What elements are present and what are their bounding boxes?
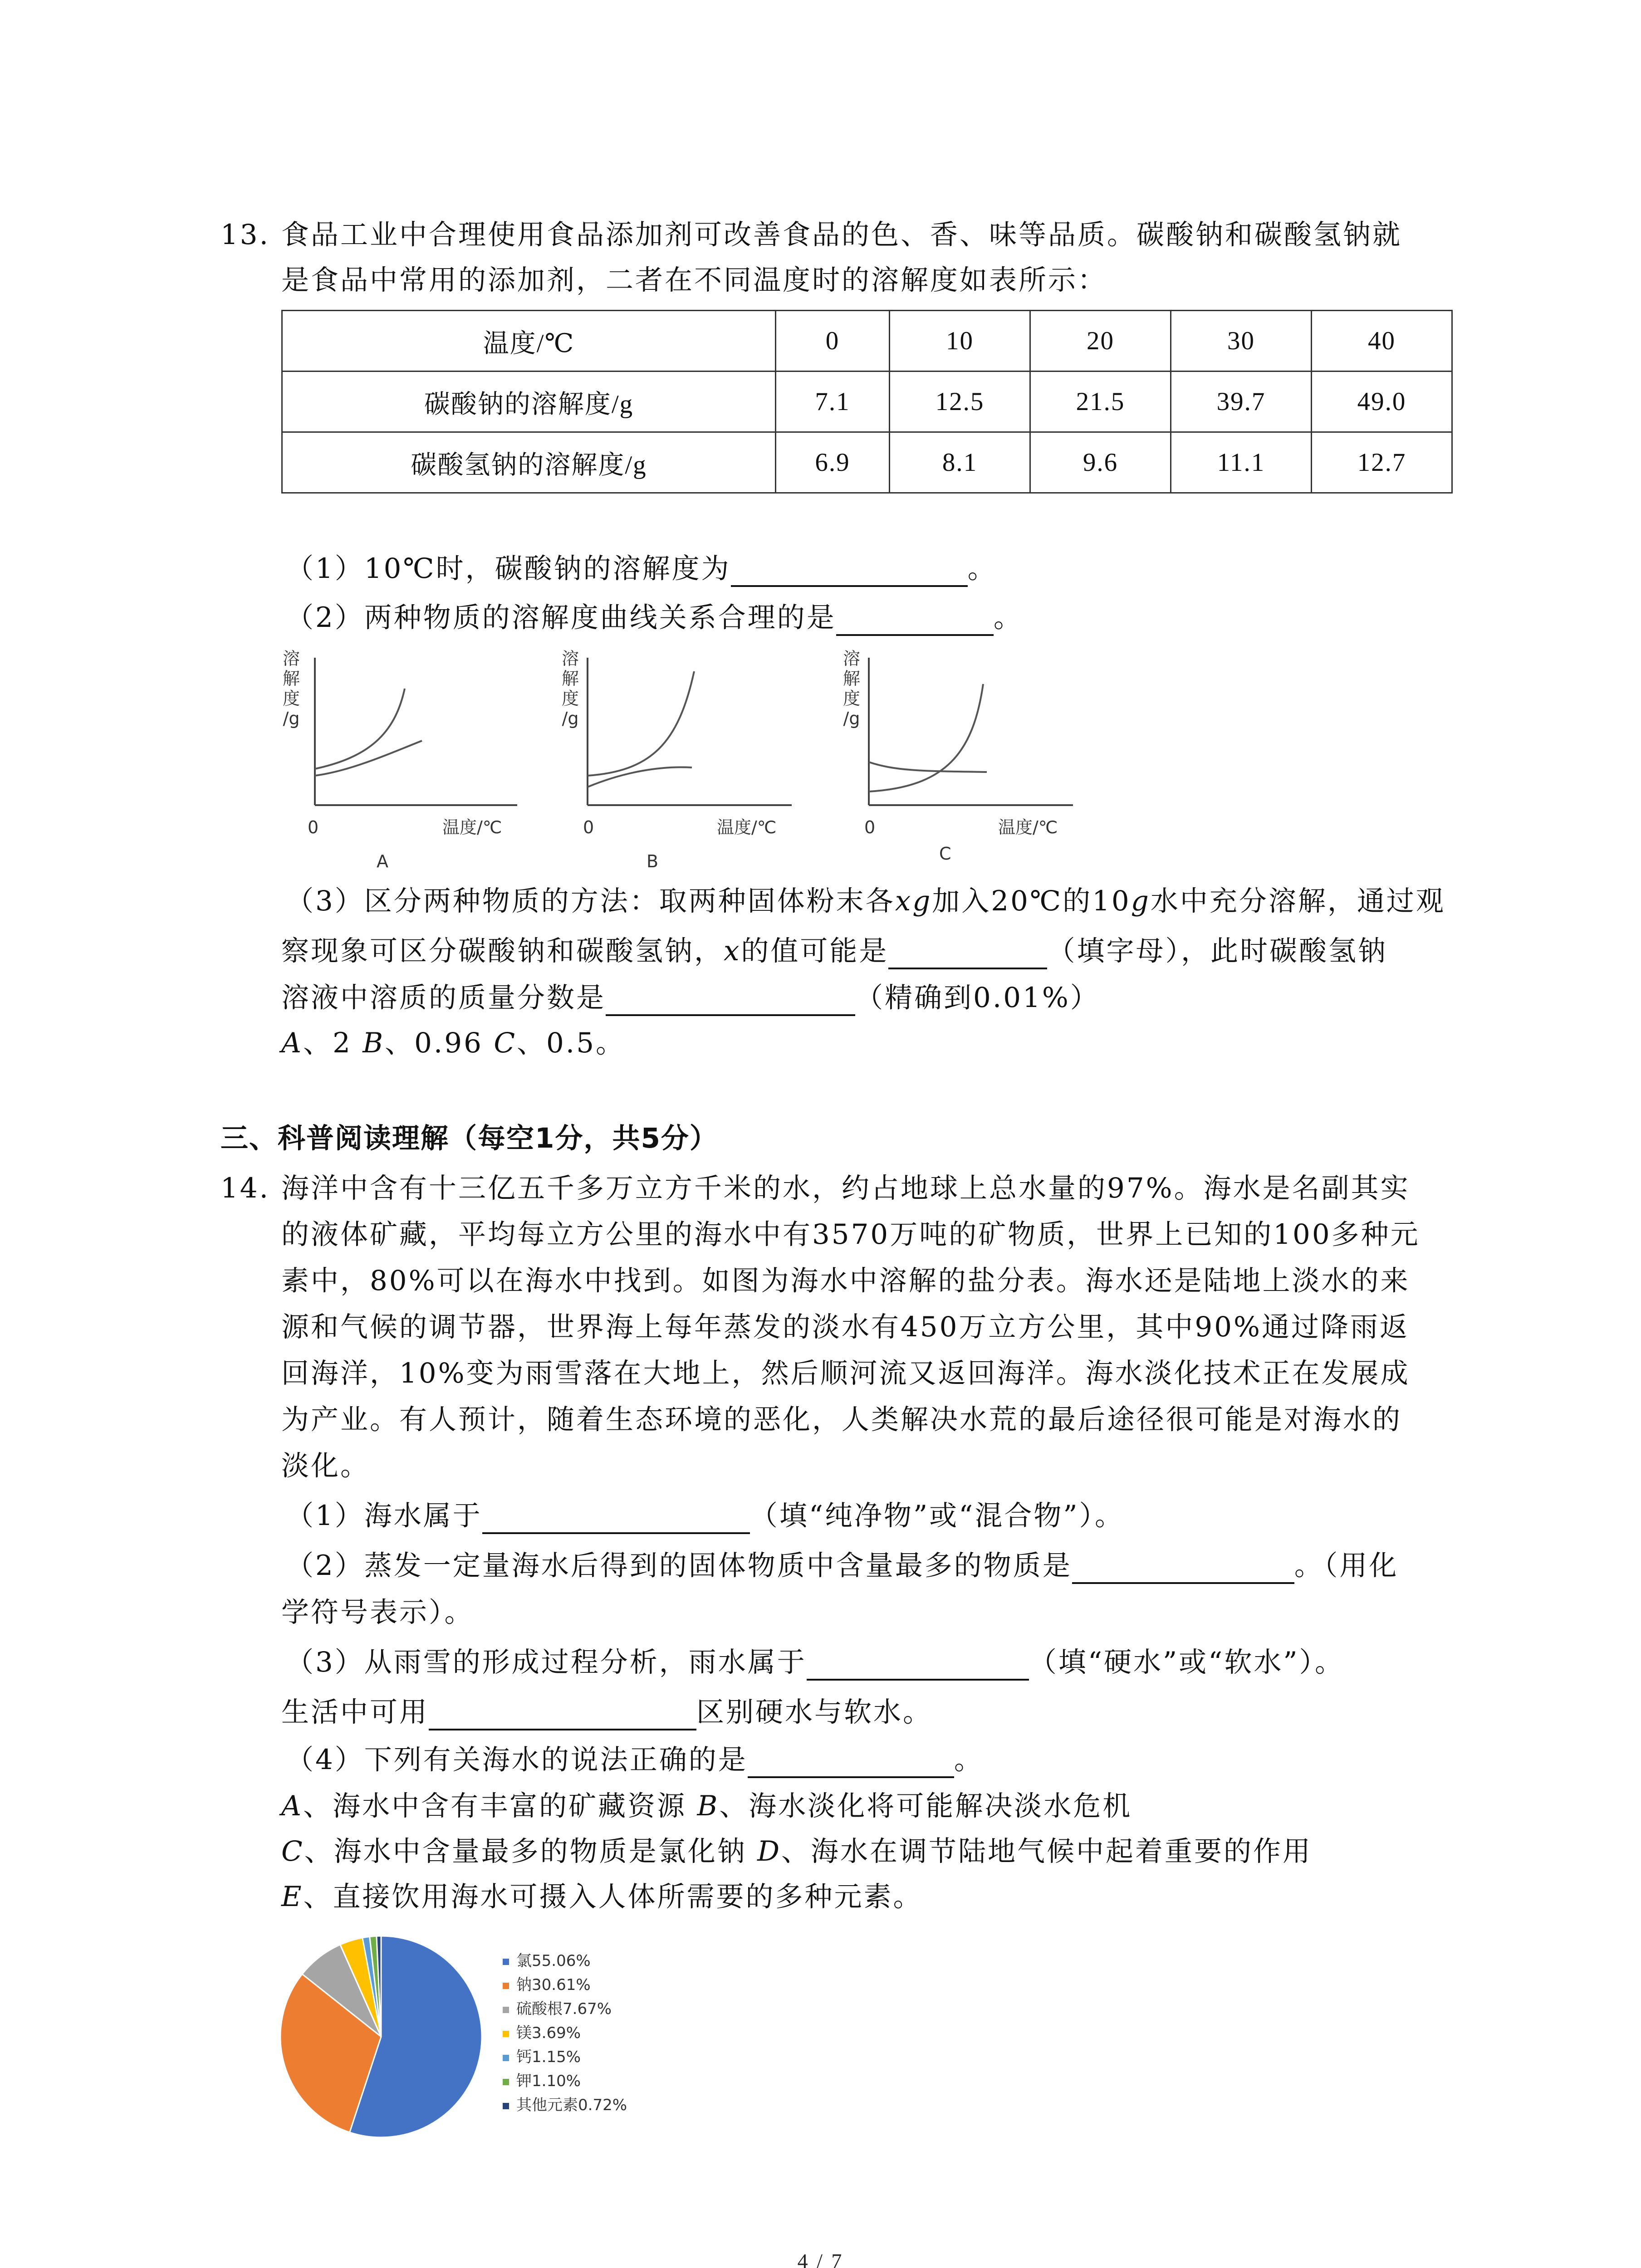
q14-part3-text: （填“硬水”或“软水”）。 bbox=[1029, 1646, 1345, 1678]
legend-swatch bbox=[503, 1983, 509, 1989]
q14-part3-text: 区别硬水与软水。 bbox=[696, 1696, 933, 1728]
graph-ylabel: 溶 解 度 /g bbox=[282, 649, 300, 728]
option-a: 、海水中含有丰富的矿藏资源 bbox=[303, 1790, 697, 1822]
table-cell: 8.1 bbox=[890, 432, 1030, 493]
q14-para-line: 回海洋，10%变为雨雪落在大地上，然后顺河流又返回海洋。海水淡化技术正在发展成 bbox=[281, 1357, 1410, 1389]
graph-ylabel: 溶 解 度 /g bbox=[843, 649, 860, 728]
option-a: 、2 bbox=[303, 1027, 363, 1059]
option-e-letter: E bbox=[281, 1881, 304, 1913]
table-cell: 30 bbox=[1171, 311, 1312, 371]
q14-part2-text: （2）蒸发一定量海水后得到的固体物质中含量最多的物质是 bbox=[286, 1549, 1072, 1582]
legend-swatch bbox=[503, 2031, 509, 2037]
q14-part3-line2 bbox=[281, 1694, 932, 1730]
q14-part2-line2: 学符号表示）。 bbox=[281, 1596, 474, 1628]
option-b-letter: B bbox=[697, 1790, 720, 1822]
q14-part1-text: （1）海水属于 bbox=[286, 1500, 482, 1532]
table-cell: 温度/℃ bbox=[282, 311, 776, 371]
legend-label: 钙1.15% bbox=[516, 2048, 581, 2066]
option-c: 、海水中含量最多的物质是氯化钠 bbox=[304, 1835, 758, 1867]
table-cell: 9.6 bbox=[1030, 432, 1171, 493]
legend-swatch bbox=[503, 2103, 509, 2109]
q13-part3-line3 bbox=[281, 980, 1100, 1016]
q13-part3-text: 水中充分溶解，通过观 bbox=[1150, 885, 1445, 917]
answer-blank[interactable] bbox=[1072, 1553, 1294, 1584]
graph-origin: 0 bbox=[864, 817, 876, 837]
legend-swatch bbox=[503, 2007, 509, 2013]
q14-para-line: 为产业。有人预计，随着生态环境的恶化，人类解决水荒的最后途径很可能是对海水的 bbox=[281, 1403, 1402, 1436]
legend-label: 其他元素0.72% bbox=[516, 2096, 627, 2114]
option-d: 、海水在调节陆地气候中起着重要的作用 bbox=[781, 1835, 1313, 1867]
page-number: 4 / 7 bbox=[797, 2249, 844, 2268]
legend-item bbox=[503, 2093, 627, 2117]
graph-origin: 0 bbox=[583, 817, 594, 837]
q14-part4-end: 。 bbox=[954, 1744, 984, 1776]
legend-item bbox=[503, 2069, 627, 2093]
pie-legend bbox=[503, 1949, 627, 2117]
answer-blank[interactable] bbox=[429, 1700, 696, 1730]
table-cell: 21.5 bbox=[1030, 371, 1171, 432]
option-e: 、直接饮用海水可摄入人体所需要的多种元素。 bbox=[303, 1881, 923, 1913]
q14-para-line: 的液体矿藏，平均每立方公里的海水中有3570万吨的矿物质，世界上已知的100多种元 bbox=[281, 1218, 1420, 1251]
table-cell: 20 bbox=[1030, 311, 1171, 371]
option-b-letter: B bbox=[362, 1027, 385, 1059]
legend-label: 氯55.06% bbox=[516, 1952, 591, 1970]
q13-number: 13. bbox=[220, 219, 270, 251]
seawater-salt-pie-chart bbox=[272, 1928, 490, 2146]
q13-part1-text: （1）10℃时，碳酸钠的溶解度为 bbox=[286, 552, 731, 585]
q13-part3-text: （精确到0.01%） bbox=[855, 982, 1100, 1014]
q14-para-line: 源和气候的调节器，世界海上每年蒸发的淡水有450万立方公里，其中90%通过降雨返 bbox=[281, 1311, 1410, 1343]
graph-b bbox=[560, 649, 796, 875]
q14-para-line: 淡化。 bbox=[281, 1450, 370, 1482]
option-d-letter: D bbox=[757, 1835, 782, 1867]
graph-ylabel: 溶 解 度 /g bbox=[561, 649, 579, 728]
table-cell: 12.7 bbox=[1312, 432, 1452, 493]
q13-part3-text: 的值可能是 bbox=[741, 935, 889, 967]
table-cell: 碳酸氢钠的溶解度/g bbox=[282, 432, 776, 493]
graph-xlabel: 温度/℃ bbox=[998, 817, 1058, 837]
answer-blank[interactable] bbox=[888, 938, 1047, 969]
q14-option-e bbox=[281, 1879, 923, 1915]
q13-options bbox=[281, 1025, 625, 1061]
q14-part4-text: （4）下列有关海水的说法正确的是 bbox=[286, 1744, 748, 1776]
legend-label: 钾1.10% bbox=[516, 2072, 581, 2090]
table-cell: 11.1 bbox=[1171, 432, 1312, 493]
answer-blank[interactable] bbox=[482, 1503, 750, 1534]
option-b: 、0.96 bbox=[385, 1027, 494, 1059]
q14-part2-text: 。（用化 bbox=[1294, 1549, 1399, 1582]
answer-blank[interactable] bbox=[748, 1747, 954, 1778]
answer-blank[interactable] bbox=[606, 985, 855, 1016]
q14-part3 bbox=[286, 1644, 1344, 1681]
legend-item bbox=[503, 1973, 627, 1997]
option-b: 、海水淡化将可能解决淡水危机 bbox=[719, 1790, 1132, 1822]
q13-part3-text: 加入20℃的10 bbox=[932, 885, 1131, 917]
q14-para-line: 素中，80%可以在海水中找到。如图为海水中溶解的盐分表。海水还是陆地上淡水的来 bbox=[281, 1265, 1410, 1297]
q14-part3-text: 生活中可用 bbox=[281, 1696, 429, 1728]
q13-part2-end: 。 bbox=[993, 601, 1023, 634]
solubility-table bbox=[281, 310, 1453, 494]
unit-g: g bbox=[1131, 885, 1151, 917]
table-cell: 0 bbox=[776, 311, 890, 371]
q13-part3-text: （3）区分两种物质的方法：取两种固体粉末各 bbox=[286, 885, 895, 917]
table-cell: 碳酸钠的溶解度/g bbox=[282, 371, 776, 432]
variable-x-g: xg bbox=[895, 885, 932, 917]
graph-letter-b: B bbox=[647, 851, 659, 871]
option-c-letter: C bbox=[494, 1027, 517, 1059]
variable-x: x bbox=[724, 935, 741, 967]
graph-letter-c: C bbox=[939, 844, 951, 864]
table-row bbox=[282, 432, 1452, 493]
answer-blank[interactable] bbox=[807, 1650, 1029, 1681]
q13-part3-text: 溶液中溶质的质量分数是 bbox=[281, 982, 606, 1014]
legend-item bbox=[503, 1949, 627, 1973]
option-a-letter: A bbox=[281, 1790, 304, 1822]
graph-xlabel: 温度/℃ bbox=[717, 817, 777, 837]
q13-part2-text: （2）两种物质的溶解度曲线关系合理的是 bbox=[286, 601, 836, 634]
legend-swatch bbox=[503, 1959, 509, 1965]
q14-part4 bbox=[286, 1742, 984, 1778]
graph-b-axes bbox=[560, 649, 796, 844]
q13-part3-text: （填字母），此时碳酸氢钠 bbox=[1047, 935, 1387, 967]
legend-label: 镁3.69% bbox=[516, 2024, 581, 2042]
graph-xlabel: 温度/℃ bbox=[442, 817, 502, 837]
table-cell: 40 bbox=[1312, 311, 1452, 371]
graph-c-axes bbox=[842, 649, 1078, 844]
q13-part2 bbox=[286, 600, 1023, 636]
graph-origin: 0 bbox=[308, 817, 319, 837]
legend-item bbox=[503, 1997, 627, 2021]
legend-item bbox=[503, 2045, 627, 2069]
legend-label: 硫酸根7.67% bbox=[516, 2000, 612, 2018]
table-cell: 39.7 bbox=[1171, 371, 1312, 432]
answer-blank[interactable] bbox=[836, 605, 994, 636]
table-cell: 12.5 bbox=[890, 371, 1030, 432]
q14-number: 14. bbox=[220, 1172, 270, 1204]
q13-part3-text: 察现象可区分碳酸钠和碳酸氢钠， bbox=[281, 935, 724, 967]
q14-options-cd bbox=[281, 1833, 1312, 1870]
q13-intro-line1: 食品工业中合理使用食品添加剂可改善食品的色、香、味等品质。碳酸钠和碳酸氢钠就 bbox=[281, 219, 1402, 251]
graph-a bbox=[281, 649, 517, 875]
legend-label: 钠30.61% bbox=[516, 1976, 591, 1994]
graph-c bbox=[842, 649, 1078, 875]
table-cell: 6.9 bbox=[776, 432, 890, 493]
q14-part1 bbox=[286, 1498, 1124, 1534]
legend-item bbox=[503, 2021, 627, 2045]
q13-part1-end: 。 bbox=[967, 552, 997, 585]
graph-a-axes bbox=[281, 649, 517, 844]
q14-part1-text: （填“纯净物”或“混合物”）。 bbox=[749, 1500, 1125, 1532]
q13-part3-line2 bbox=[281, 933, 1387, 969]
table-cell: 10 bbox=[890, 311, 1030, 371]
q13-part3-line1 bbox=[286, 883, 1445, 919]
section-title: 三、科普阅读理解（每空1分，共5分） bbox=[220, 1122, 718, 1154]
legend-swatch bbox=[503, 2055, 509, 2061]
graph-letter-a: A bbox=[377, 851, 388, 871]
option-a-letter: A bbox=[281, 1027, 304, 1059]
q13-part1 bbox=[286, 551, 997, 587]
q13-intro-line2: 是食品中常用的添加剂，二者在不同温度时的溶解度如表所示： bbox=[281, 264, 1107, 296]
table-cell: 49.0 bbox=[1312, 371, 1452, 432]
legend-swatch bbox=[503, 2079, 509, 2085]
table-row bbox=[282, 311, 1452, 371]
q14-part2 bbox=[286, 1548, 1398, 1584]
q14-options-ab bbox=[281, 1788, 1132, 1824]
q14-part3-text: （3）从雨雪的形成过程分析，雨水属于 bbox=[286, 1646, 807, 1678]
answer-blank[interactable] bbox=[731, 556, 968, 587]
table-cell: 7.1 bbox=[776, 371, 890, 432]
table-row bbox=[282, 371, 1452, 432]
option-c-letter: C bbox=[281, 1835, 304, 1867]
q14-para-line: 海洋中含有十三亿五千多万立方千米的水，约占地球上总水量的97%。海水是名副其实 bbox=[281, 1172, 1410, 1204]
option-c: 、0.5。 bbox=[517, 1027, 626, 1059]
